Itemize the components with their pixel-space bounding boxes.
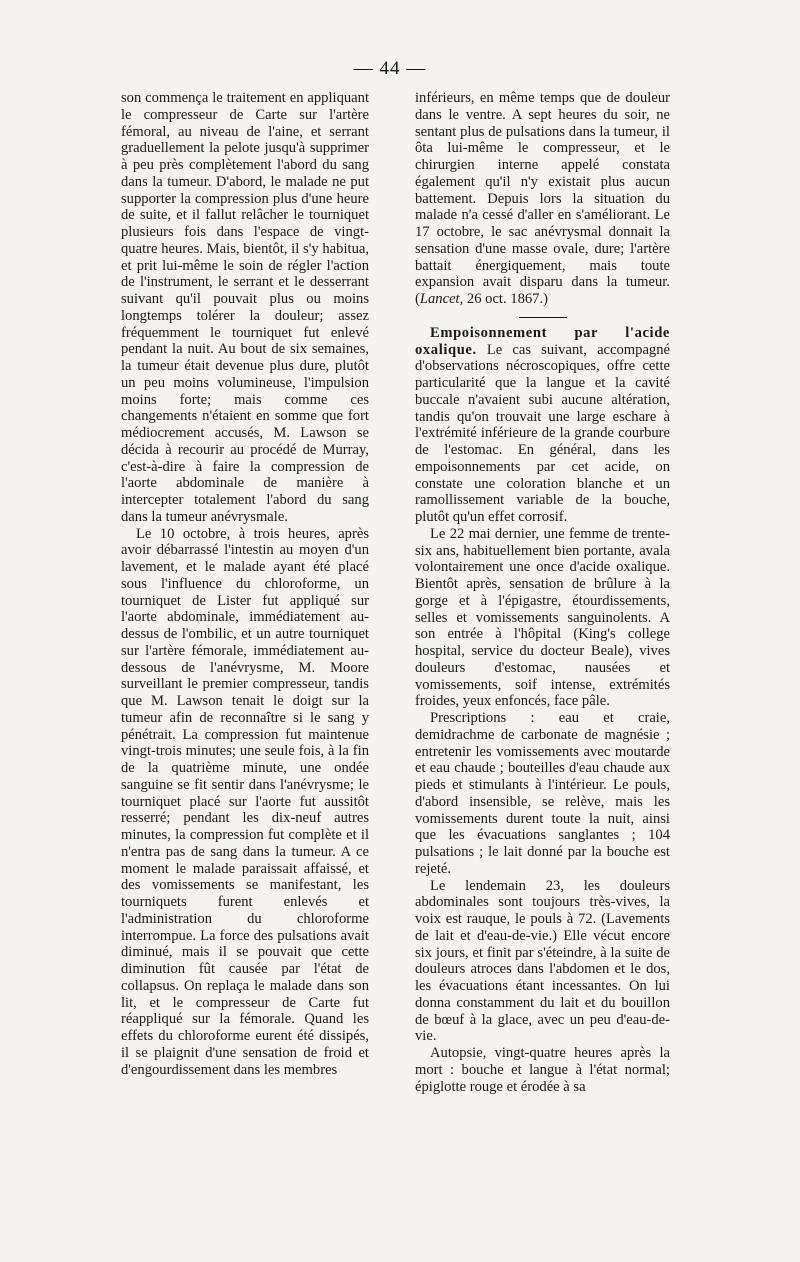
page-number: — 44 — [353, 58, 427, 79]
paragraph-text: Le cas suivant, accompagné d'observations nécroscopiques, offre cette particularité que la langue et la cavité buccale n'avaient subi aucune altération, tandis qu'on trouvait une large eschare à l'extrémité inférieure de la grande courbure de l'estomac. En général, dans les empoisonnements par cet acide, on constate une coloration blanche et un ramollissement variable de la bouche, plutôt qu'un effet corrosif. [415, 341, 670, 525]
section-divider [519, 317, 567, 318]
left-column [121, 90, 369, 1078]
paragraph: Le lendemain 23, les douleurs abdominales sont toujours très-vives, la voix est rauque, le pouls à 72. (Lavements de lait et d'eau-de-vie.) Elle vécut encore six jours, et finit par s'éteindre, à la suite de douleurs atroces dans l'abdomen et le dos, les évacuations étant incessantes. On lui donna constamment du lait et du bouillon de bœuf à la glace, avec un peu d'eau-de-vie. [415, 877, 670, 1045]
right-column [415, 90, 670, 1095]
source-citation: Lancet [419, 291, 460, 307]
paragraph: son commença le traitement en appliquant le compresseur de Carte sur l'artère fémoral, au niveau de l'aine, et serrant graduellement la pelote jusqu'à supprimer à peu près complètement l'abord du sang dans la tumeur. D'abord, le malade ne put supporter la compression plus d'une heure de suite, et il fallut relâcher le tourniquet plusieurs fois dans l'espace de vingt-quatre heures. Mais, bientôt, il s'y habitua, et prit lui-même le soin de régler l'action de l'instrument, le serrant et le desserrant suivant qu'il pouvait plus ou moins longtemps tolérer la douleur; assez fréquemment le tourniquet fut enlevé pendant la nuit. Au bout de six semaines, la tumeur était devenue plus dure, plutôt un peu moins volumineuse, l'impulsion moins forte; mais comme ces changements n'étaient en somme que fort médiocrement accusés, M. Lawson se décida à recourir au procédé de Murray, c'est-à-dire à faire la compression de l'aorte abdominale de manière à intercepter totalement l'abord du sang dans la tumeur anévrysmale. [121, 90, 369, 525]
paragraph [415, 325, 670, 526]
paragraph [415, 90, 670, 308]
paragraph: Prescriptions : eau et craie, demidrachme de carbonate de magnésie ; entretenir les vomissements avec moutarde et eau chaude ; bouteilles d'eau chaude aux pieds et stimulants à l'intérieur. Le pouls, d'abord insensible, se relève, mais les vomissements durent toute la nuit, ainsi que les évacuations sanglantes ; 104 pulsations ; le lait donné par la bouche est rejeté. [415, 710, 670, 877]
section-heading: Empoisonnement par l'acide oxalique. [415, 324, 670, 358]
paragraph: Autopsie, vingt-quatre heures après la mort : bouche et langue à l'état normal; épiglotte rouge et érodée à sa [415, 1045, 670, 1095]
paragraph: Le 22 mai dernier, une femme de trente-six ans, habituellement bien portante, avala volontairement une once d'acide oxalique. Bientôt après, sensation de brûlure à la gorge et à l'épigastre, étourdissements, selles et vomissements sanguinolents. A son entrée à l'hôpital (King's college hospital, service du docteur Beale), vives douleurs d'estomac, nausées et vomissements, soif intense, extrémités froides, yeux enfoncés, face pâle. [415, 525, 670, 710]
paragraph: Le 10 octobre, à trois heures, après avoir débarrassé l'intestin au moyen d'un lavement, et le malade ayant été placé sous l'influence du chloroforme, un tourniquet de Lister fut appliqué sur l'aorte abdominale, immédiatement au-dessus de l'ombilic, et un autre tourniquet sur l'artère fémorale, immédiatement au-dessous de l'anévrysme, M. Moore surveillant le premier compresseur, tandis que M. Lawson tenait le doigt sur la tumeur afin de reconnaître si le sang y pénétrait. La compression fut maintenue vingt-trois minutes; une seule fois, à la fin de la quatrième minute, une ondée sanguine se fit sentir dans l'anévrysme; le tourniquet placé sur l'aorte fut aussitôt resserré; pendant les dix-neuf autres minutes, la compression fut complète et il n'entra pas de sang dans la tumeur. A ce moment le malade paraissait affaissé, et des vomissements se manifestant, les tourniquets furent enlevés et l'administration du chloroforme interrompue. La force des pulsations avait diminué, mais il se pouvait que cette diminution fût causée par l'état de collapsus. On replaça le malade dans son lit, et le compresseur de Carte fut réappliqué sur la fémorale. Quand les effets du chloroforme eurent été dissipés, il se plaignit d'une sensation de froid et d'engourdissement dans les membres [121, 525, 369, 1078]
paragraph-text: inférieurs, en même temps que de douleur dans le ventre. A sept heures du soir, ne sentant plus de pulsations dans la tumeur, il ôta lui-même le compresseur, et le chirurgien interne appelé constata également qu'il n'y existait plus aucun battement. Depuis lors la situation du malade n'a cessé d'aller en s'améliorant. Le 17 octobre, le sac anévrysmal donnait la sensation d'une masse ovale, dure; l'artère battait énergiquement, mais toute expansion avait disparu dans la tumeur. ( [415, 90, 670, 307]
citation-date: , 26 oct. 1867.) [459, 291, 548, 307]
